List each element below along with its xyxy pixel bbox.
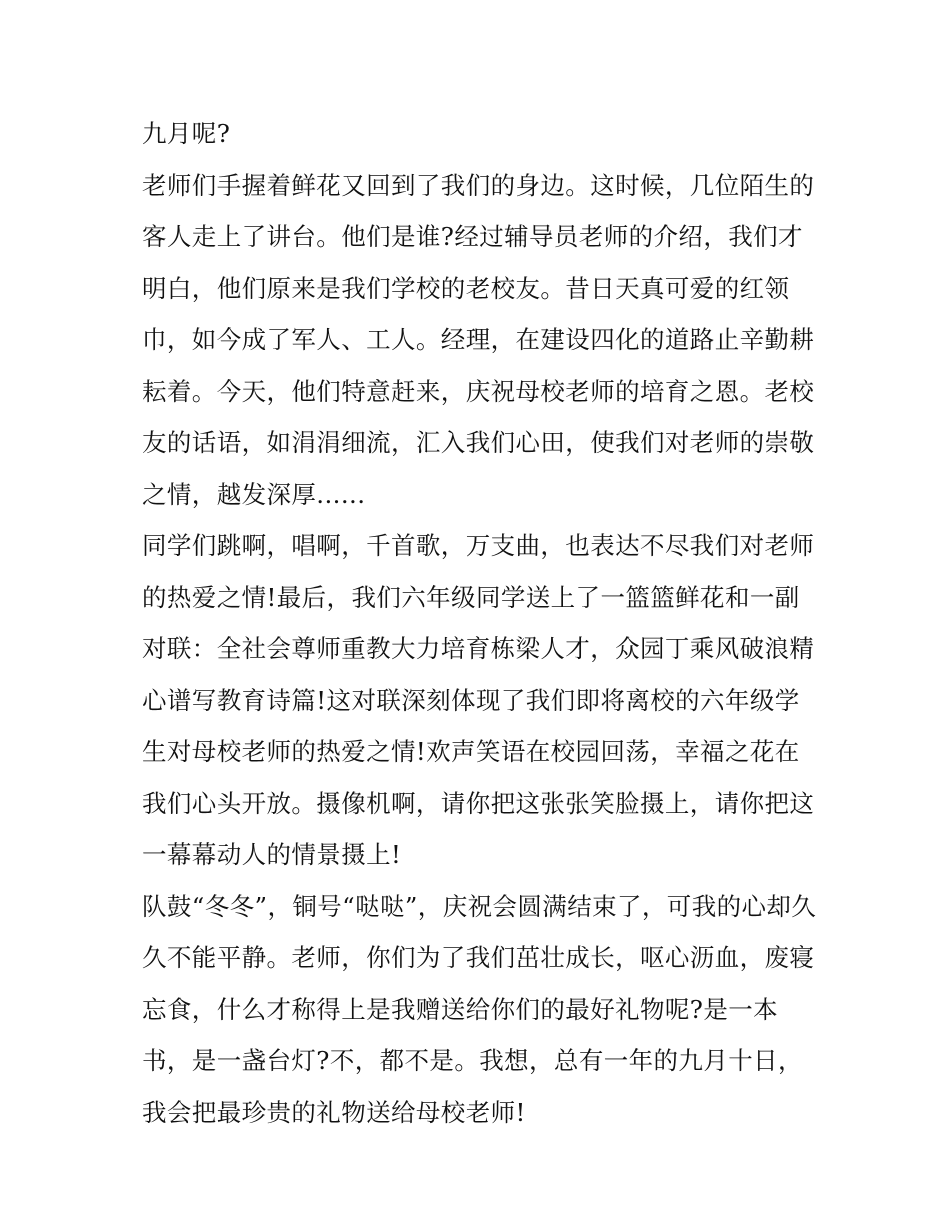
text-line: 的热爱之情!最后，我们六年级同学送上了一篮篮鲜花和一副 <box>142 582 800 612</box>
text-line: 同学们跳啊，唱啊，千首歌，万支曲，也表达不尽我们对老师 <box>142 531 815 560</box>
text-line: 忘食，什么才称得上是我赠送给你们的最好礼物呢?是一本 <box>142 994 779 1024</box>
text-line: 对联：全社会尊师重教大力培育栋梁人才，众园丁乘风破浪精 <box>142 634 815 663</box>
body-text <box>142 108 822 1138</box>
text-line: 耘着。今天，他们特意赶来，庆祝母校老师的培育之恩。老校 <box>142 376 815 406</box>
text-line: 生对母校老师的热爱之情!欢声笑语在校园回荡，幸福之花在 <box>142 737 800 766</box>
text-line: 队鼓“冬冬”，铜号“哒哒”，庆祝会圆满结束了，可我的心却久 <box>142 891 817 921</box>
text-line: 心谱写教育诗篇!这对联深刻体现了我们即将离校的六年级学 <box>142 685 800 715</box>
text-line: 我会把最珍贵的礼物送给母校老师! <box>142 1097 526 1127</box>
text-line: 九月呢? <box>142 119 231 148</box>
text-line: 久不能平静。老师，你们为了我们茁壮成长，呕心沥血，废寝 <box>142 943 815 972</box>
text-line: 我们心头开放。摄像机啊，请你把这张张笑脸摄上，请你把这 <box>142 788 815 818</box>
text-line: 一幕幕动人的情景摄上! <box>142 840 402 869</box>
text-line: 客人走上了讲台。他们是谁?经过辅导员老师的介绍，我们才 <box>142 222 803 251</box>
text-line: 书，是一盏台灯?不，都不是。我想，总有一年的九月十日， <box>142 1046 803 1075</box>
text-line: 友的话语，如涓涓细流，汇入我们心田，使我们对老师的崇敬 <box>142 428 815 457</box>
text-line: 巾，如今成了军人、工人。经理，在建设四化的道路止辛勤耕 <box>142 325 815 354</box>
text-line: 之情，越发深厚...... <box>142 479 366 509</box>
text-line: 明白，他们原来是我们学校的老校友。昔日天真可爱的红领 <box>142 273 790 303</box>
text-line: 老师们手握着鲜花又回到了我们的身边。这时候，几位陌生的 <box>142 170 815 200</box>
